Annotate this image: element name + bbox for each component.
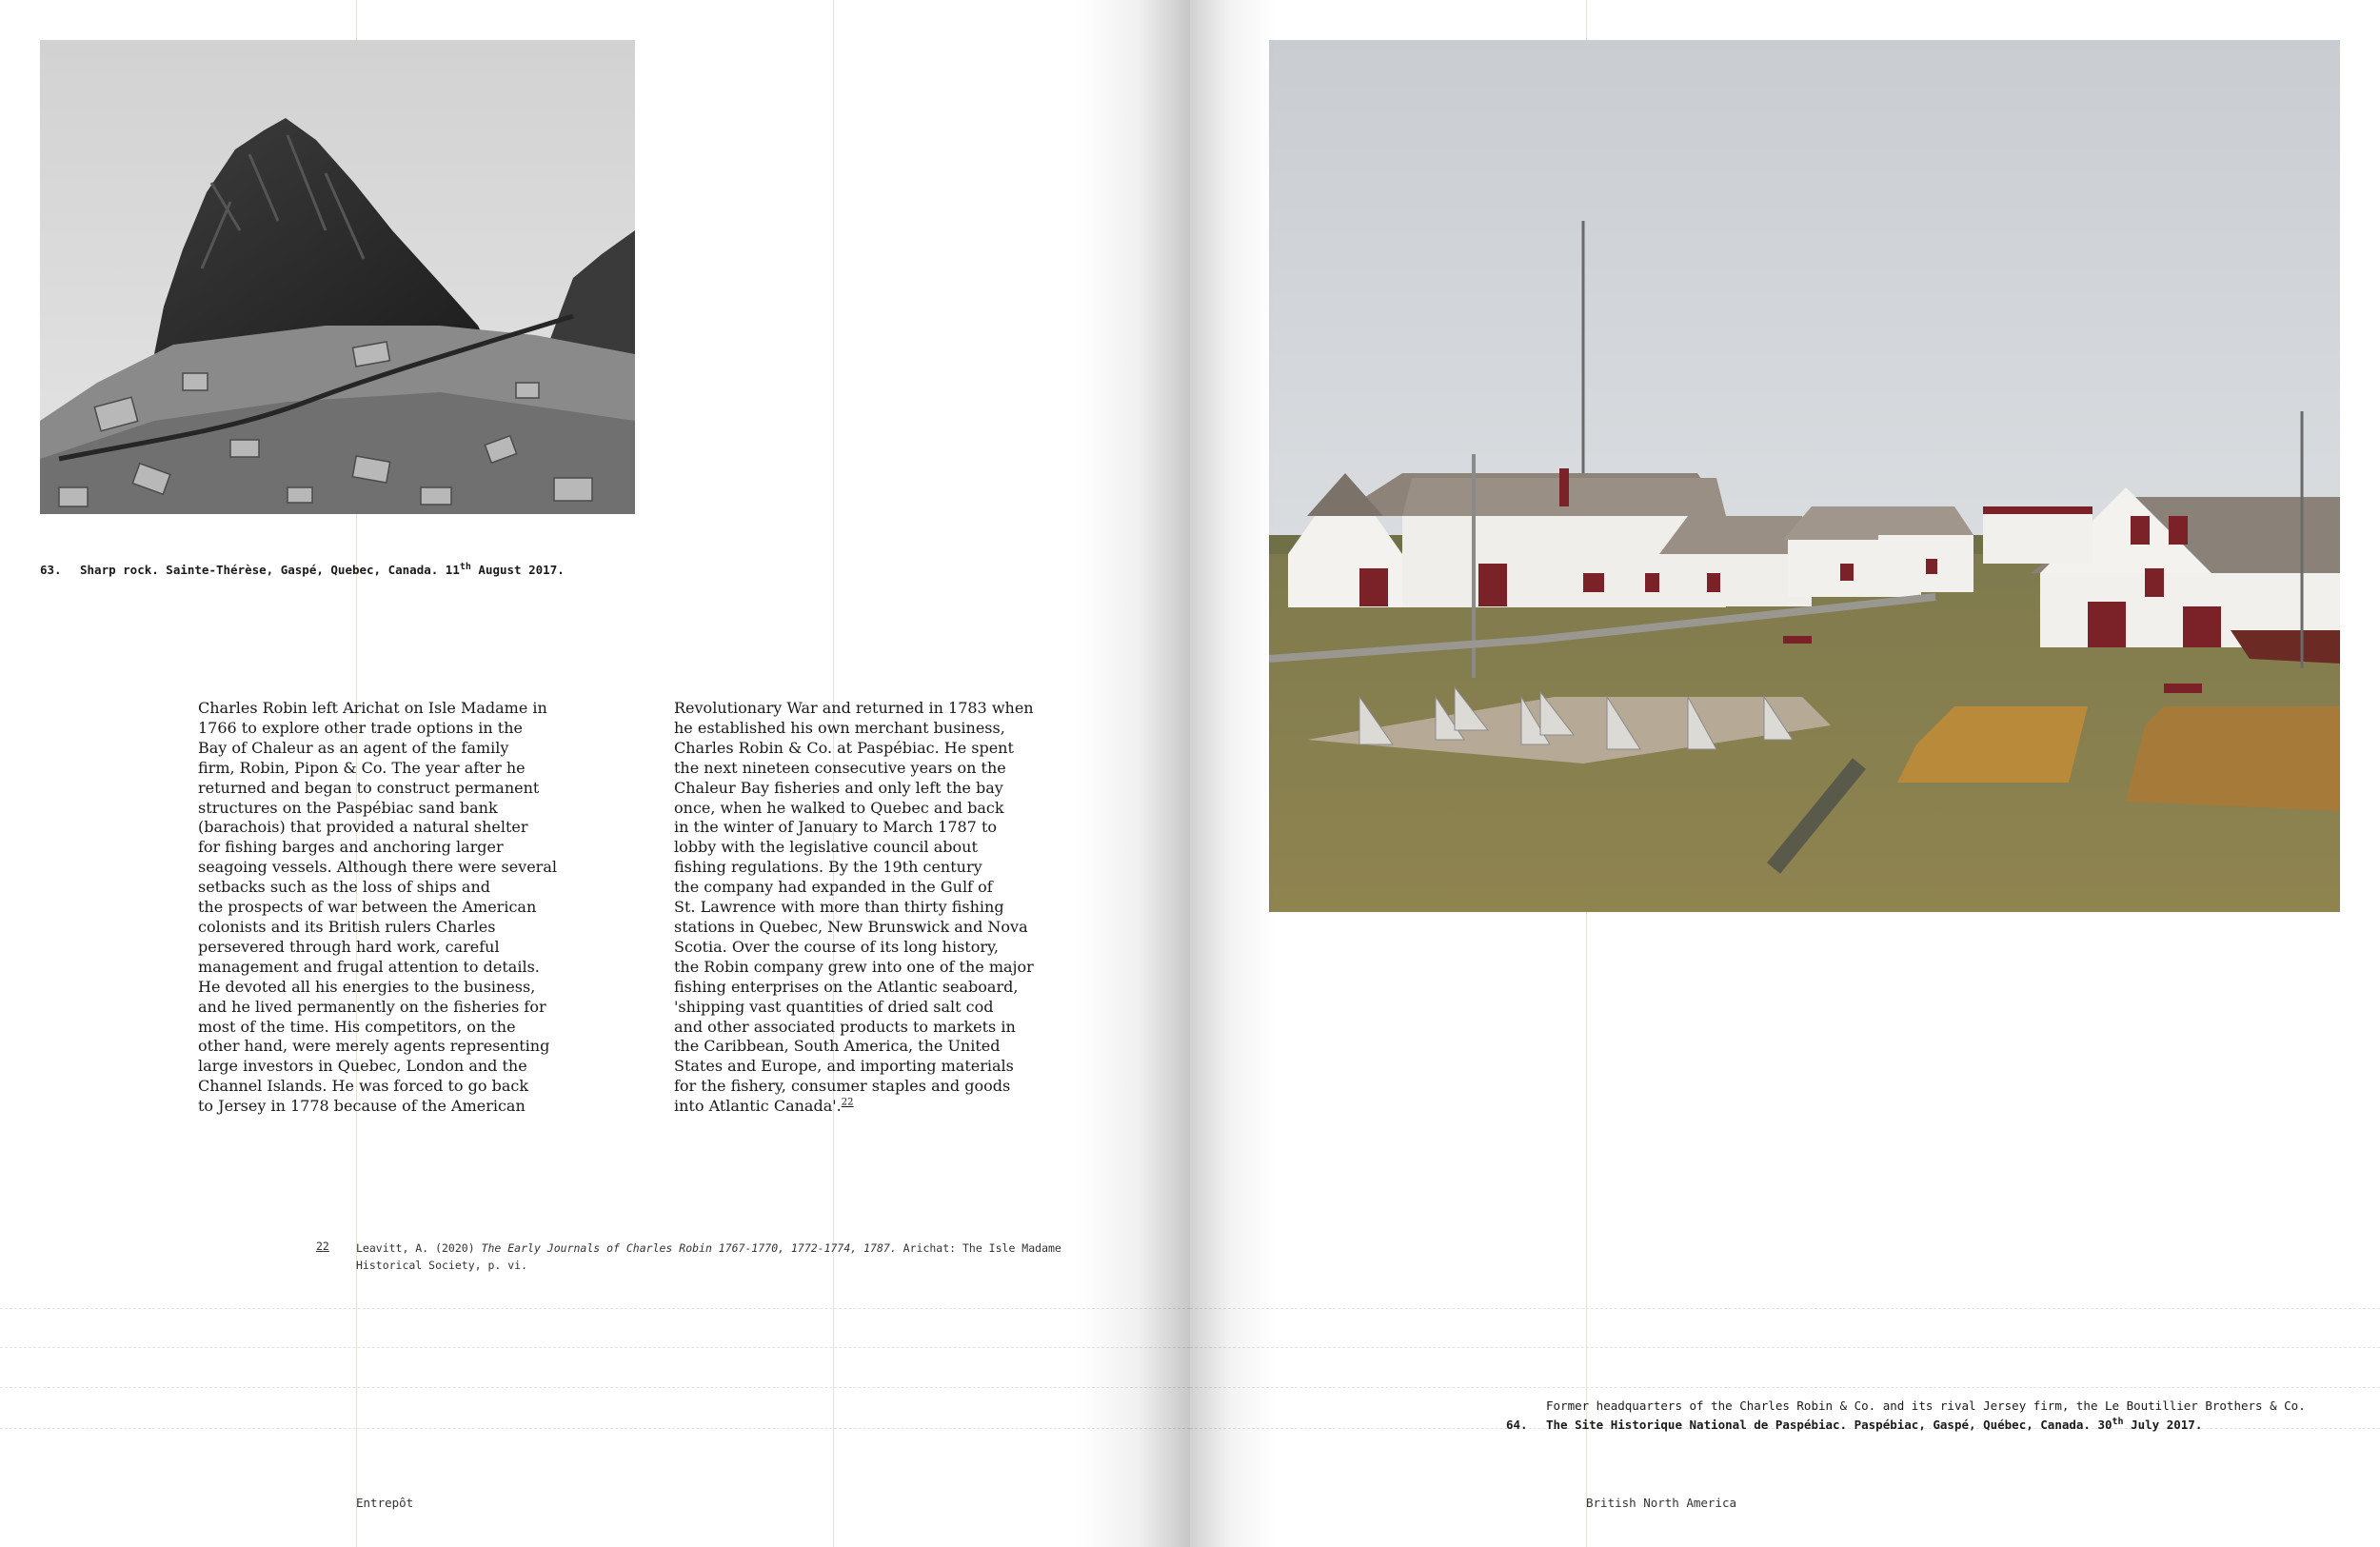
body-line: Bay of Chaleur as an agent of the family <box>198 738 509 757</box>
grid-guide <box>1190 1347 2380 1348</box>
grid-guide <box>0 1308 1190 1309</box>
footnote-number: 22 <box>316 1240 329 1253</box>
body-column-2-last-line <box>674 1097 853 1117</box>
caption-text-end: July 2017. <box>2123 1418 2203 1432</box>
caption-text: Sharp rock. Sainte-Thérèse, Gaspé, Quebec, Canada. 11 <box>80 563 460 577</box>
rock-photo <box>40 40 635 514</box>
body-line: the prospects of war between the American <box>198 898 537 917</box>
body-line: lobby with the legislative council about <box>674 838 978 857</box>
body-line: fishing regulations. By the 19th century <box>674 858 982 877</box>
body-line: and other associated products to markets in <box>674 1017 1016 1036</box>
footnote-ref-link[interactable]: 22 <box>841 1097 854 1108</box>
footnote-title: The Early Journals of Charles Robin 1767-1770, 1772-1774, 1787. <box>481 1241 897 1255</box>
body-line: and he lived permanently on the fisheries for <box>198 997 546 1016</box>
body-line: large investors in Quebec, London and the <box>198 1057 527 1076</box>
body-line: management and frugal attention to details. <box>198 957 540 976</box>
grid-guide <box>0 1428 1190 1429</box>
body-line: fishing enterprises on the Atlantic seaboard, <box>674 977 1019 996</box>
body-column-2 <box>674 699 1034 1097</box>
body-line: seagoing vessels. Although there were several <box>198 858 557 877</box>
body-line: 'shipping vast quantities of dried salt cod <box>674 997 994 1016</box>
body-line: setbacks such as the loss of ships and <box>198 878 490 897</box>
body-line: in the winter of January to March 1787 to <box>674 818 997 837</box>
body-line: for the fishery, consumer staples and goods <box>674 1077 1011 1096</box>
grid-guide <box>0 1387 1190 1388</box>
grid-guide <box>1190 1387 2380 1388</box>
body-line: most of the time. His competitors, on the <box>198 1017 516 1036</box>
gutter-shadow <box>1076 0 1190 1547</box>
footnote <box>356 1240 1061 1274</box>
body-line: colonists and its British rulers Charles <box>198 917 496 936</box>
figure-number: 64. <box>1506 1418 1528 1432</box>
body-line: He devoted all his energies to the business, <box>198 977 536 996</box>
body-line: stations in Quebec, New Brunswick and Nova <box>674 917 1028 936</box>
figure-number: 63. <box>40 563 62 577</box>
body-line: to Jersey in 1778 because of the American <box>198 1097 526 1116</box>
body-line: Charles Robin & Co. at Paspébiac. He spent <box>674 738 1014 757</box>
running-footer-left: Entrepôt <box>356 1496 414 1510</box>
body-line: St. Lawrence with more than thirty fishing <box>674 898 1004 917</box>
caption-text: The Site Historique National de Paspébiac. Paspébiac, Gaspé, Québec, Canada. 30 <box>1546 1418 2112 1432</box>
grid-guide <box>0 1347 1190 1348</box>
footnote-line-2: Historical Society, p. vi. <box>356 1259 528 1272</box>
body-line: the Robin company grew into one of the major <box>674 957 1034 976</box>
body-line: Scotia. Over the course of its long history, <box>674 937 999 956</box>
figure-64-caption-line-1 <box>1506 1398 2306 1415</box>
body-line: Chaleur Bay fisheries and only left the bay <box>674 778 1003 797</box>
figure-63-caption <box>40 562 565 579</box>
body-line: structures on the Paspébiac sand bank <box>198 798 498 817</box>
right-page <box>1190 0 2380 1547</box>
body-line: States and Europe, and importing materials <box>674 1057 1014 1076</box>
caption-text: Former headquarters of the Charles Robin & Co. and its rival Jersey firm, the Le Boutillier Brothers & Co. <box>1546 1398 2306 1413</box>
body-line: Charles Robin left Arichat on Isle Madame in <box>198 699 547 717</box>
gutter-shadow <box>1190 0 1276 1547</box>
body-line: the next nineteen consecutive years on the <box>674 758 1006 777</box>
footnote-text: Leavitt, A. (2020) <box>356 1241 482 1255</box>
caption-ordinal: th <box>2112 1416 2124 1427</box>
body-line: 1766 to explore other trade options in the <box>198 718 523 737</box>
grid-guide <box>1190 1308 2380 1309</box>
body-line: he established his own merchant business, <box>674 718 1005 737</box>
body-line: for fishing barges and anchoring larger <box>198 838 504 857</box>
body-line: persevered through hard work, careful <box>198 937 500 956</box>
paspebiac-site-photo <box>1269 40 2340 912</box>
body-line: the Caribbean, South America, the United <box>674 1037 1001 1056</box>
body-line: Channel Islands. He was forced to go back <box>198 1077 529 1096</box>
body-line: once, when he walked to Quebec and back <box>674 798 1004 817</box>
body-line: firm, Robin, Pipon & Co. The year after he <box>198 758 526 777</box>
body-column-1 <box>198 699 557 1117</box>
body-line: other hand, were merely agents representing <box>198 1037 550 1056</box>
caption-text-end: August 2017. <box>470 563 565 577</box>
running-footer-right: British North America <box>1586 1496 1737 1510</box>
body-line: returned and began to construct permanent <box>198 778 540 797</box>
caption-ordinal: th <box>459 561 471 572</box>
footnote-text-end: Arichat: The Isle Madame <box>896 1241 1061 1255</box>
body-line: into Atlantic Canada'. <box>674 1097 842 1115</box>
figure-64-caption-line-2 <box>1506 1417 2202 1434</box>
body-line: the company had expanded in the Gulf of <box>674 878 993 897</box>
body-line: (barachois) that provided a natural shelter <box>198 818 528 837</box>
body-line: Revolutionary War and returned in 1783 when <box>674 699 1034 717</box>
